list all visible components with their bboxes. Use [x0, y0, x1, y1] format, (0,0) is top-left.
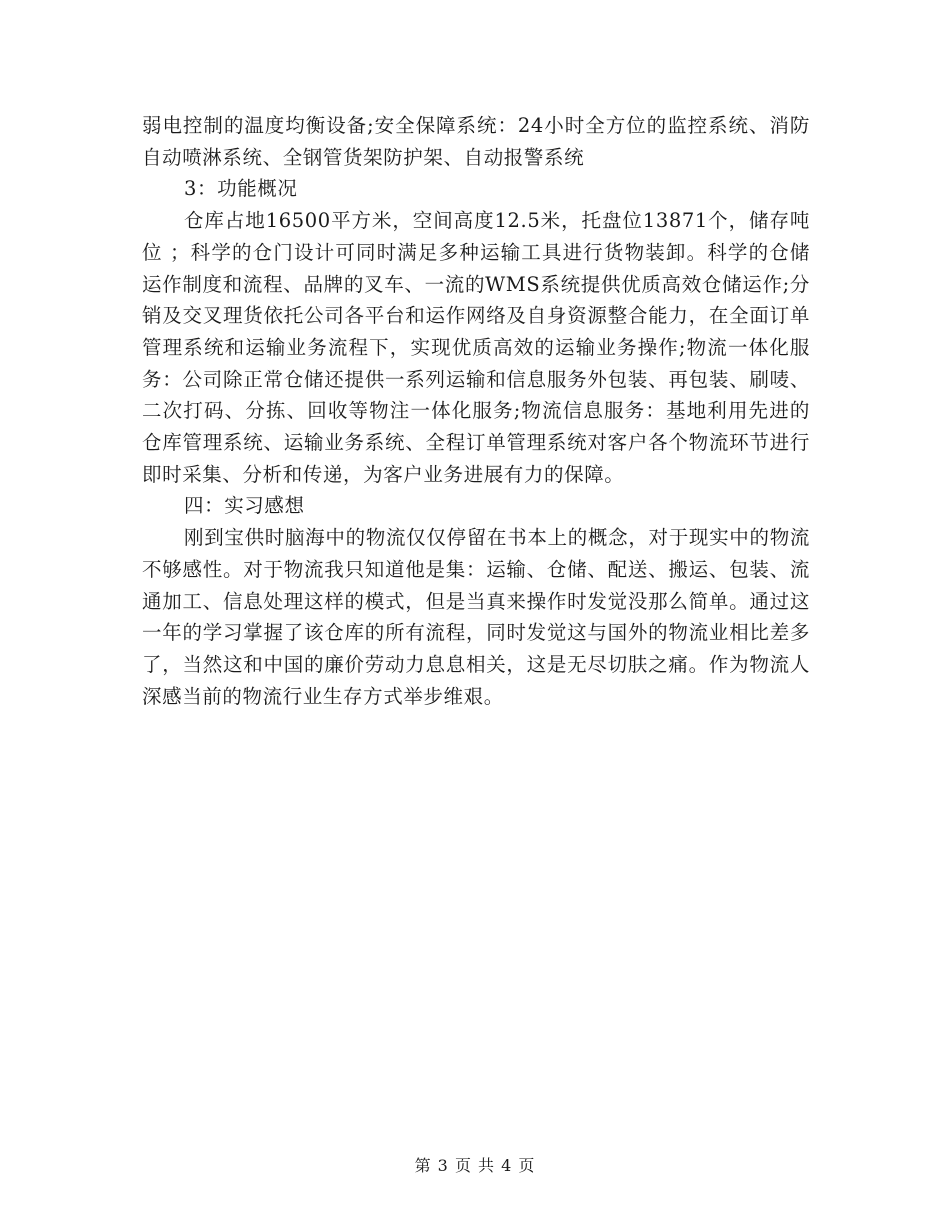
- paragraph-internship-reflections: 刚到宝供时脑海中的物流仅仅停留在书本上的概念，对于现实中的物流不够感性。对于物流我只知道他是集：运输、仓储、配送、搬运、包装、流通加工、信息处理这样的模式，但是当真来操作时发觉没那么简单。通过这一年的学习掌握了该仓库的所有流程，同时发觉这与国外的物流业相比差多了，当然这和中国的廉价劳动力息息相关，这是无尽切肤之痛。作为物流人深感当前的物流行业生存方式举步维艰。: [142, 526, 810, 708]
- paragraph-safety-systems: 弱电控制的温度均衡设备;安全保障系统：24小时全方位的监控系统、消防自动喷淋系统、全钢管货架防护架、自动报警系统: [142, 114, 810, 169]
- section-heading-internship-reflections: 四：实习感想: [184, 494, 305, 518]
- section-heading-function-overview: 3：功能概况: [184, 177, 298, 201]
- paragraph-function-overview: 仓库占地16500平方米，空间高度12.5米，托盘位13871个，储存吨位 ；科学的仓门设计可同时满足多种运输工具进行货物装卸。科学的仓储运作制度和流程、品牌的叉车、一流的WMS系统提供优质高效仓储运作;分销及交叉理货依托公司各平台和运作网络及自身资源整合能力，在全面订单管理系统和运输业务流程下，实现优质高效的运输业务操作;物流一体化服务：公司除正常仓储还提供一系列运输和信息服务外包装、再包装、刷唛、二次打码、分拣、回收等物注一体化服务;物流信息服务：基地利用先进的仓库管理系统、运输业务系统、全程订单管理系统对客户各个物流环节进行即时采集、分析和传递，为客户业务进展有力的保障。: [142, 209, 810, 486]
- page-number-footer: 第 3 页 共 4 页: [414, 1156, 536, 1175]
- document-body: [142, 110, 810, 712]
